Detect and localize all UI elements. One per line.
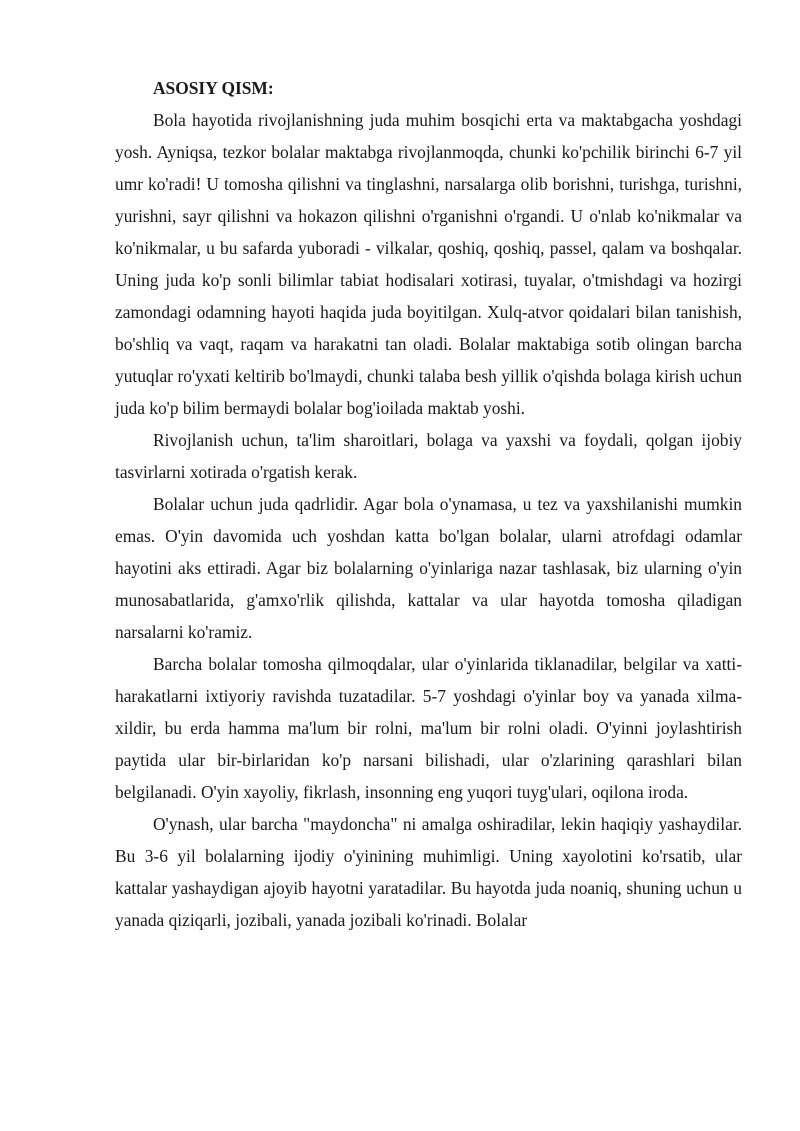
paragraph-4: Barcha bolalar tomosha qilmoqdalar, ular o'yinlarida tiklanadilar, belgilar va xatti-harakatlarni ixtiyoriy ravishda tuzatadilar. 5-7 yoshdagi o'yinlar boy va yanada xilma-xildir, bu erda hamma ma'lum bir rolni, ma'lum bir rolni oladi. O'yinni joylashtirish paytida ular bir-birlaridan ko'p narsani bilishadi, ular o'zlarining qarashlari bilan belgilanadi. O'yin xayoliy, fikrlash, insonning eng yuqori tuyg'ulari, oqilona iroda. (115, 654, 742, 802)
paragraph-1: Bola hayotida rivojlanishning juda muhim bosqichi erta va maktabgacha yoshdagi yosh. Ayniqsa, tezkor bolalar maktabga rivojlanmoqda, chunki ko'pchilik birinchi 6-7 yil umr ko'radi! U tomosha qilishni va tinglashni, narsalarga olib borishni, turishga, turishni, yurishni, sayr qilishni va hokazon qilishni o'rganishni o'rgandi. U o'nlab ko'nikmalar va ko'nikmalar, u bu safarda yuboradi - vilkalar, qoshiq, qoshiq, passel, qalam va boshqalar. Uning juda ko'p sonli bilimlar tabiat hodisalari xotirasi, tuyalar, o'tmishdagi va hozirgi zamondagi odamning hayoti haqida juda boyitilgan. Xulq-atvor qoidalari bilan tanishish, bo'shliq va vaqt, raqam va harakatni tan oladi. Bolalar maktabiga sotib olingan barcha yutuqlar ro'yxati keltirib bo'lmaydi, chunki talaba besh yillik o'qishda bolaga kirish uchun juda ko'p bilim bermaydi bolalar bog'ioilada maktab yoshi. (115, 110, 742, 418)
document-page (115, 72, 742, 936)
paragraph-3: Bolalar uchun juda qadrlidir. Agar bola o'ynamasa, u tez va yaxshilanishi mumkin emas. O'yin davomida uch yoshdan katta bo'lgan bolalar, ularni atrofdagi odamlar hayotini aks ettiradi. Agar biz bolalarning o'yinlariga nazar tashlasak, biz ularning o'yin munosabatlarida, g'amxo'rlik qilishda, kattalar va ular hayotda tomosha qiladigan narsalarni ko'ramiz. (115, 494, 742, 642)
paragraph-5: O'ynash, ular barcha "maydoncha" ni amalga oshiradilar, lekin haqiqiy yashaydilar. Bu 3-6 yil bolalarning ijodiy o'yinining muhimligi. Uning xayolotini ko'rsatib, ular kattalar yashaydigan ajoyib hayotni yaratadilar. Bu hayotda juda noaniq, shuning uchun u yanada qiziqarli, jozibali, yanada jozibali ko'rinadi. Bolalar (115, 814, 742, 930)
section-heading: ASOSIY QISM: (153, 78, 274, 98)
paragraph-2: Rivojlanish uchun, ta'lim sharoitlari, bolaga va yaxshi va foydali, qolgan ijobiy tasvirlarni xotirada o'rgatish kerak. (115, 430, 742, 482)
